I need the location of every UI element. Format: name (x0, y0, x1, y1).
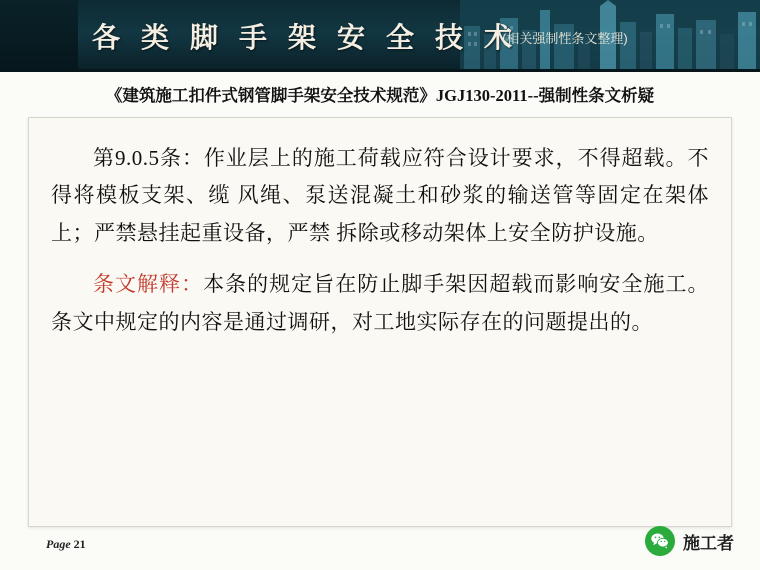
banner-divider (0, 69, 760, 72)
banner-left-block (0, 0, 78, 72)
banner-subtitle: (相关强制性条文整理) (502, 31, 628, 46)
explanation-label: 条文解释： (93, 272, 204, 297)
explanation-paragraph (51, 266, 709, 341)
content-card (28, 117, 732, 527)
banner-title: 各 类 脚 手 架 安 全 技 术 (92, 23, 520, 54)
wechat-badge (645, 526, 734, 556)
subheading-text: 《建筑施工扣件式钢管脚手架安全技术规范》JGJ130-2011--强制性条文析疑 (105, 86, 655, 105)
wechat-badge-label: 施工者 (683, 533, 734, 553)
wechat-icon (645, 526, 675, 556)
page-number: 21 (73, 537, 86, 551)
page-indicator (46, 537, 86, 552)
clause-paragraph: 第9.0.5条：作业层上的施工荷载应符合设计要求，不得超载。不得将模板支架、缆 风绳、泵送混凝土和砂浆的输送管等固定在架体上；严禁悬挂起重设备，严禁 拆除或移动架体上安全防护设施。 (51, 146, 709, 245)
page-label: Page (46, 537, 71, 551)
header-banner (0, 0, 760, 72)
explanation-text: 本条的规定旨在防止脚手架因超载而影响安全施工。条文中规定的内容是通过调研，对工地实际存在的问题提出的。 (51, 272, 709, 334)
document-subheading (0, 76, 760, 112)
